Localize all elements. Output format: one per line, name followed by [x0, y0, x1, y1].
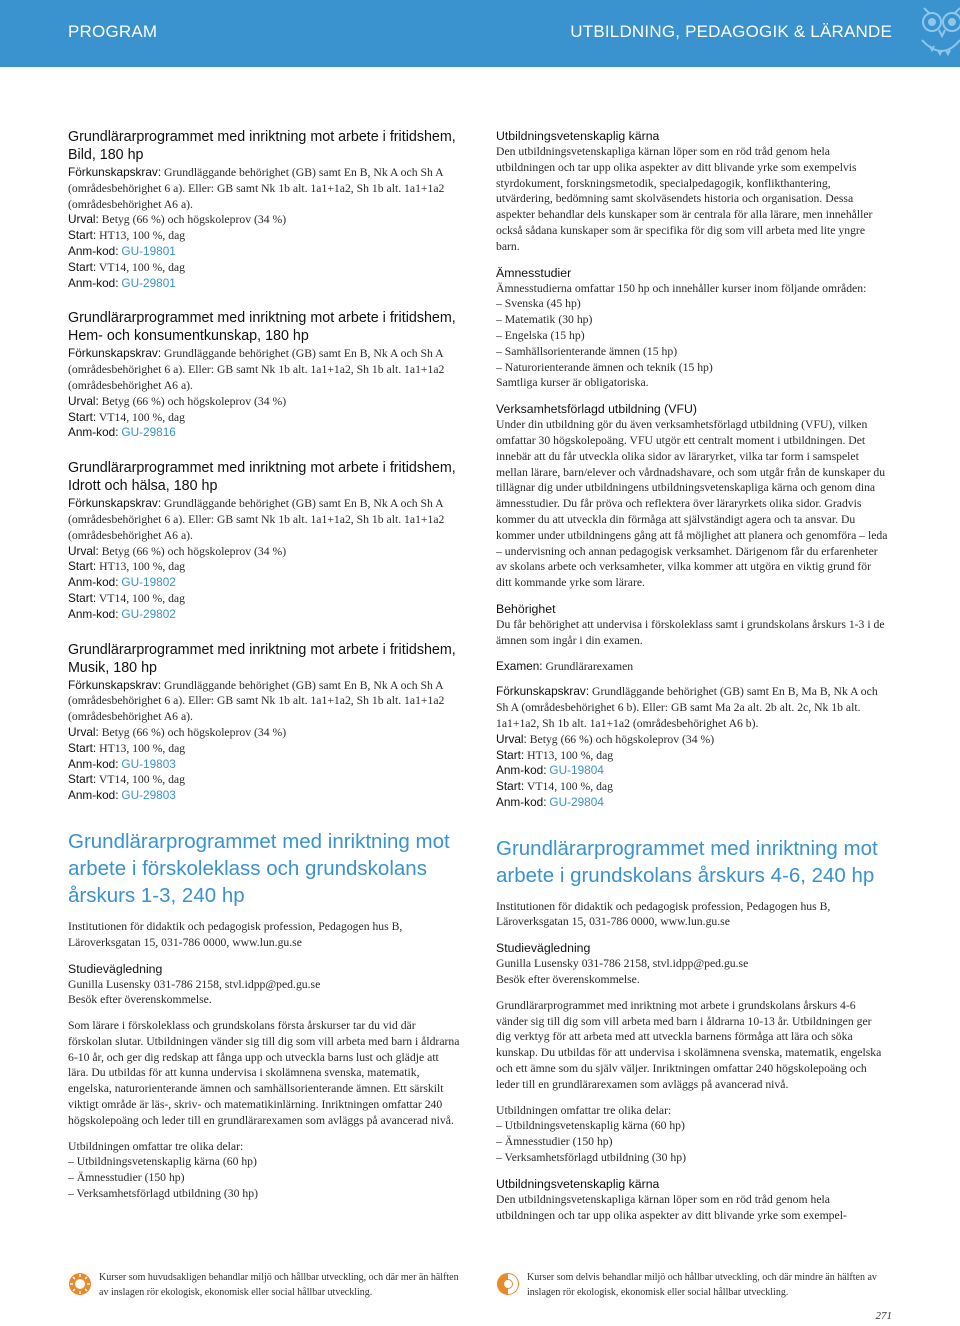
- subject-studies-text: Ämnesstudierna omfattar 150 hp och innehåller kurser inom följande områden:: [496, 281, 867, 295]
- subject-studies-heading: Ämnesstudier: [496, 265, 572, 280]
- footnote-text: Kurser som huvudsakligen behandlar miljö och hållbar utveckling, och där mer än hälften av inslagen rör ekologisk, ekonomisk eller social hållbar utveckling.: [99, 1272, 459, 1298]
- application-code: Anm-kod: GU-19802: [68, 575, 176, 590]
- selection: Urval: Betyg (66 %) och högskoleprov (34 %): [496, 731, 715, 746]
- requirements: Förkunskapskrav: Grundläggande behörighet (GB) samt En B, Nk A och Sh A (områdesbehörighet 6 a). Eller: GB samt Nk 1b alt. 1a1+1a2, Sh 1b alt. 1a1+1a2 (områdesbehörighet A6 a).: [68, 346, 445, 392]
- requirements: Förkunskapskrav: Grundläggande behörighet (GB) samt En B, Nk A och Sh A (områdesbehörighet 6 a). Eller: GB samt Nk 1b alt. 1a1+1a2, Sh 1b alt. 1a1+1a2 (områdesbehörighet A6 a).: [68, 496, 445, 542]
- application-code: Anm-kod: GU-29804: [496, 794, 604, 809]
- guidance-contact: Gunilla Lusensky 031-786 2158, stvl.idpp@ped.gu.se: [68, 977, 321, 991]
- visit-info: Besök efter överenskommelse.: [68, 993, 212, 1007]
- program-heading: Grundlärarprogrammet med inriktning mot arbete i grundskolans årskurs 4-6, 240 hp: [496, 836, 878, 887]
- start-info: Start: VT14, 100 %, dag: [68, 409, 185, 424]
- program-entry-bild: [68, 128, 460, 291]
- selection: Urval: Betyg (66 %) och högskoleprov (34 %): [68, 393, 287, 408]
- list-item: – Naturorienterande ämnen och teknik (15 hp): [496, 360, 713, 374]
- core-text: Den utbildningsvetenskapliga kärnan löper som en röd tråd genom hela utbildningen och tar upp olika aspekter av ditt blivande yrke som exempel-: [496, 1192, 847, 1222]
- parts-intro: Utbildningen omfattar tre olika delar:: [496, 1103, 672, 1117]
- subject-studies-note: Samtliga kurser är obligatoriska.: [496, 376, 649, 390]
- core-text: Den utbildningsvetenskapliga kärnan löper som en röd tråd genom hela utbildningen och tar upp olika aspekter av ditt blivande yrke som exempelvis styrdokument, forskningsmetodik, specialpedagogik, konflikthantering, utvärdering, bedömning samt skolväsendets historia och organisation. Dessa aspekter behandlar dels kunskaper som är centrala för alla lärare, men innehåller också sådana kunskaper som är specifika för dig som vill arbeta med lite yngre barn.: [496, 145, 873, 253]
- application-code: Anm-kod: GU-29816: [68, 425, 176, 440]
- list-item: – Utbildningsvetenskaplig kärna (60 hp): [68, 1155, 257, 1169]
- vfu-heading: Verksamhetsförlagd utbildning (VFU): [496, 402, 697, 417]
- footnote-text: Kurser som delvis behandlar miljö och hållbar utveckling, och där mindre än hälften av inslagen rör ekologisk, ekonomisk eller social hållbar utveckling.: [527, 1272, 877, 1298]
- program-entry-hem: [68, 309, 460, 441]
- program-entry-forskoleklass: [68, 828, 460, 1202]
- application-code: Anm-kod: GU-29802: [68, 606, 176, 621]
- start-info: Start: VT14, 100 %, dag: [68, 772, 185, 787]
- requirements: Förkunskapskrav: Grundläggande behörighet (GB) samt En B, Nk A och Sh A (områdesbehörighet 6 a). Eller: GB samt Nk 1b alt. 1a1+1a2, Sh 1b alt. 1a1+1a2 (områdesbehörighet A6 a).: [68, 165, 445, 211]
- requirements: Förkunskapskrav: Grundläggande behörighet (GB) samt En B, Nk A och Sh A (områdesbehörighet 6 a). Eller: GB samt Nk 1b alt. 1a1+1a2, Sh 1b alt. 1a1+1a2 (områdesbehörighet A6 a).: [68, 677, 445, 724]
- list-item: – Ämnesstudier (150 hp): [496, 1135, 613, 1149]
- core-heading: Utbildningsvetenskaplig kärna: [496, 129, 660, 143]
- list-item: – Utbildningsvetenskaplig kärna (60 hp): [496, 1119, 685, 1133]
- half-sun-icon: [496, 1272, 520, 1296]
- right-column: [496, 128, 888, 1223]
- page-number: 271: [875, 1310, 892, 1322]
- program-entry-idrott: [68, 459, 460, 622]
- category-label: UTBILDNING, PEDAGOGIK & LÄRANDE: [570, 22, 892, 41]
- left-column: [68, 128, 460, 1202]
- application-code: Anm-kod: GU-19803: [68, 756, 176, 771]
- list-item: – Ämnesstudier (150 hp): [68, 1171, 185, 1185]
- program-entry-musik: [68, 641, 460, 804]
- program-description: Som lärare i förskoleklass och grundskolans första årskurser tar du vid där förskolan slutar. Utbildningen vänder sig till dig som vill arbeta med barn i åldrarna 6-10 år, och ger dig redskap att fånga upp och utveckla barns lust och glädje att lära. Du utbildas för att kunna undervisa i skolämnena svenska, matematik, engelska, naturorienterande ämnen och samhällsorienterande ämnen. Ett särskilt viktigt område är läs-, skriv- och matematikinlärning. Inriktningen omfattar 240 högskolepoäng och leder till en grundlärarexamen som avläggs på avancerad nivå.: [68, 1019, 460, 1127]
- program-title: Grundlärarprogrammet med inriktning mot arbete i fritidshem, Musik, 180 hp: [68, 641, 456, 676]
- application-code: Anm-kod: GU-19801: [68, 243, 176, 258]
- start-info: Start: HT13, 100 %, dag: [68, 228, 186, 243]
- vfu-text: Under din utbildning gör du även verksamhetsförlagd utbildning (VFU), vilken omfattar 30 högskolepoäng. VFU utgör ett centralt moment i utbildningen. Det innebär att du får utveckla olika sidor av läraryrket, vilka tar form i samspelet mellan lärare, barn/elever och vårdnadshavare, och som utgår från de kunskaper du tillägnar dig under utbildningens utbildningsvetenskapliga kärna och genom dina ämnesstudier. Du får pröva och reflektera över läraryrkets olika sidor. Gradvis kommer du att utveckla din förmåga att självständigt agera och ta ansvar. Du kommer under utbildningens gång att få möjlighet att planera och genomföra – leda – undervisning och annan pedagogisk verksamhet. Därigenom får du erfarenheter av skolans arbete och verksamheter, vilka kommer att utgöra en viktig grund för ditt kommande yrke som lärare.: [496, 418, 888, 590]
- core-heading: Utbildningsvetenskaplig kärna: [496, 1176, 660, 1191]
- program-title: Grundlärarprogrammet med inriktning mot arbete i fritidshem, Hem- och konsumentkunskap, 180 hp: [68, 310, 456, 345]
- list-item: – Engelska (15 hp): [496, 328, 585, 342]
- program-heading: Grundlärarprogrammet med inriktning mot arbete i förskoleklass och grundskolans årskurs 1-3, 240 hp: [68, 829, 450, 907]
- list-item: – Svenska (45 hp): [496, 297, 581, 311]
- list-item: – Verksamhetsförlagd utbildning (30 hp): [496, 1151, 687, 1165]
- institution-info: Institutionen för didaktik och pedagogisk profession, Pedagogen hus B, Läroverksgatan 15, 031-786 0000, www.lun.gu.se: [68, 919, 403, 949]
- program-title: Grundlärarprogrammet med inriktning mot arbete i fritidshem, Bild, 180 hp: [68, 129, 456, 163]
- start-info: Start: VT14, 100 %, dag: [68, 259, 185, 274]
- footnote-full-sustainability: [68, 1270, 468, 1306]
- list-item: – Samhällsorienterande ämnen (15 hp): [496, 344, 678, 358]
- list-item: – Verksamhetsförlagd utbildning (30 hp): [68, 1187, 259, 1201]
- parts-intro: Utbildningen omfattar tre olika delar:: [68, 1139, 244, 1153]
- application-code: Anm-kod: GU-29801: [68, 275, 176, 290]
- sun-icon: [68, 1272, 92, 1296]
- selection: Urval: Betyg (66 %) och högskoleprov (34 %): [68, 543, 287, 558]
- program-title: Grundlärarprogrammet med inriktning mot arbete i fritidshem, Idrott och hälsa, 180 hp: [68, 460, 456, 495]
- requirements: Förkunskapskrav: Grundläggande behörighet (GB) samt En B, Ma B, Nk A och Sh A (områdesbehörighet 6 b). Eller: GB samt Ma 2a alt. 2b alt. 2c, Nk 1b alt. 1a1+1a2, Sh 1b alt. 1a1+1a2 (områdesbehörighet A6 b).: [496, 684, 878, 730]
- degree-info: Examen: Grundlärarexamen: [496, 658, 634, 673]
- start-info: Start: VT14, 100 %, dag: [496, 779, 613, 794]
- start-info: Start: HT13, 100 %, dag: [68, 740, 186, 755]
- start-info: Start: VT14, 100 %, dag: [68, 590, 185, 605]
- guidance-heading: Studievägledning: [68, 961, 163, 976]
- page-header: [0, 0, 960, 67]
- program-entry-arskurs-4-6: [496, 835, 888, 1224]
- owl-icon: [918, 0, 960, 67]
- eligibility-heading: Behörighet: [496, 601, 556, 616]
- start-info: Start: HT13, 100 %, dag: [496, 747, 614, 762]
- list-item: – Matematik (30 hp): [496, 313, 593, 327]
- start-info: Start: HT13, 100 %, dag: [68, 559, 186, 574]
- guidance-heading: Studievägledning: [496, 941, 591, 956]
- visit-info: Besök efter överenskommelse.: [496, 973, 640, 987]
- institution-info: Institutionen för didaktik och pedagogisk profession, Pedagogen hus B, Läroverksgatan 15, 031-786 0000, www.lun.gu.se: [496, 899, 831, 929]
- eligibility-text: Du får behörighet att undervisa i förskoleklass samt i grundskolans årskurs 1-3 i de ämnen som ingår i din examen.: [496, 617, 885, 647]
- program-description: Grundlärarprogrammet med inriktning mot arbete i grundskolans årskurs 4-6 vänder sig till dig som vill arbeta med barn i åldrarna 10-13 år. Utbildningen ger dig verktyg för att arbeta med att utveckla barnens förmåga att lära och söka kunskap. Du utbildas för att undervisa i skolämnena svenska, matematik, engelska och ett ämne som du själv väljer. Inriktningen omfattar 240 högskolepoäng och leder till en grundlärarexamen som avläggs på avancerad nivå.: [496, 998, 882, 1091]
- guidance-contact: Gunilla Lusensky 031-786 2158, stvl.idpp@ped.gu.se: [496, 957, 749, 971]
- application-code: Anm-kod: GU-19804: [496, 763, 604, 778]
- selection: Urval: Betyg (66 %) och högskoleprov (34 %): [68, 212, 287, 227]
- application-code: Anm-kod: GU-29803: [68, 788, 176, 803]
- selection: Urval: Betyg (66 %) och högskoleprov (34 %): [68, 724, 287, 739]
- footnote-partial-sustainability: [496, 1270, 896, 1306]
- section-label: PROGRAM: [68, 22, 158, 41]
